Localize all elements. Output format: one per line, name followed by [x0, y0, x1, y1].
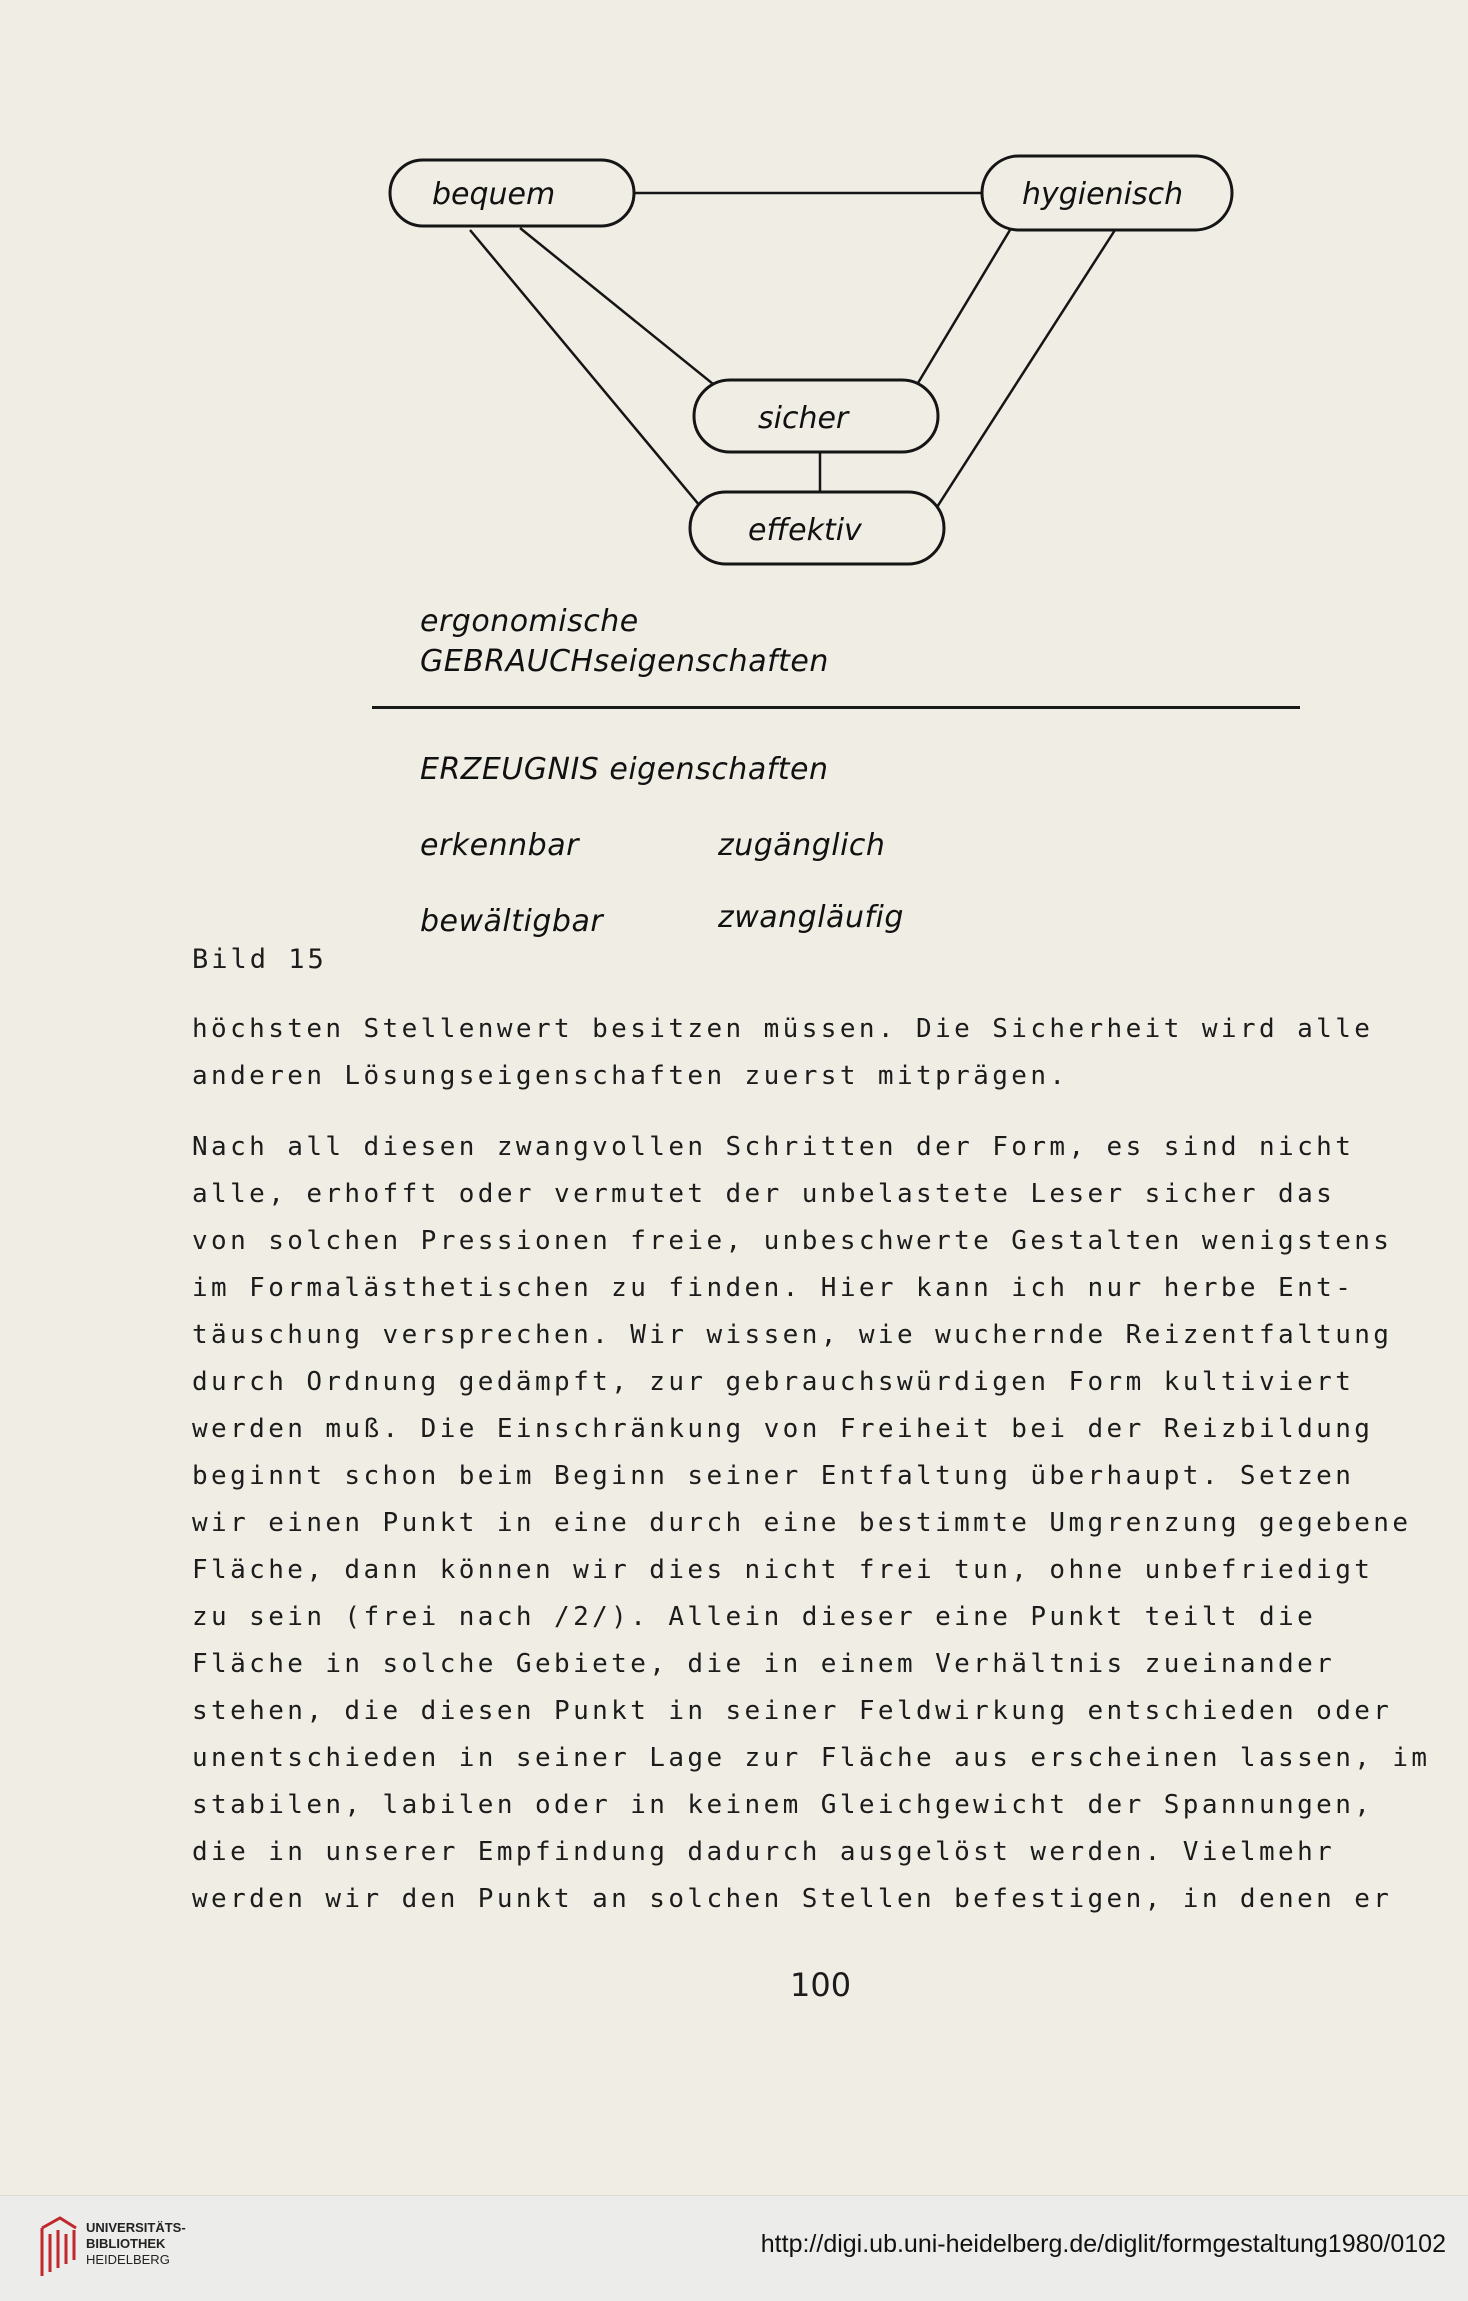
- property-zugaenglich: zugänglich: [718, 828, 886, 863]
- text-line: werden wir den Punkt an solchen Stellen befestigen, in denen er: [192, 1884, 1393, 1914]
- edge-hygienisch-sicher: [915, 230, 1010, 388]
- label-gebrauchseigenschaften: GEBRAUCHseigenschaften: [420, 644, 829, 679]
- svg-text:bequem: bequem: [432, 177, 556, 212]
- library-name-line: BIBLIOTHEK: [86, 2236, 166, 2251]
- divider-line: [372, 706, 1300, 709]
- node-effektiv: [690, 492, 944, 564]
- node-sicher: [694, 380, 938, 452]
- text-line: anderen Lösungseigenschaften zuerst mitprägen.: [192, 1061, 1069, 1091]
- text-line: unentschieden in seiner Lage zur Fläche aus erscheinen lassen, im: [192, 1743, 1431, 1773]
- node-hygienisch: [982, 156, 1232, 230]
- library-logo-icon: [36, 2214, 80, 2280]
- edge-hygienisch-effektiv: [930, 230, 1115, 518]
- text-line: von solchen Pressionen freie, unbeschwerte Gestalten wenigstens: [192, 1226, 1393, 1256]
- node-bequem: [390, 160, 634, 226]
- svg-text:hygienisch: hygienisch: [1022, 177, 1184, 212]
- text-line: beginnt schon beim Beginn seiner Entfaltung überhaupt. Setzen: [192, 1461, 1355, 1491]
- edge-bequem-effektiv: [470, 230, 710, 518]
- library-name-line: HEIDELBERG: [86, 2252, 170, 2267]
- paragraph-2: [192, 1124, 1452, 1923]
- text-line: täuschung versprechen. Wir wissen, wie wuchernde Reizentfaltung: [192, 1320, 1393, 1350]
- text-line: Fläche, dann können wir dies nicht frei tun, ohne unbefriedigt: [192, 1555, 1374, 1585]
- label-ergonomische: ergonomische: [420, 604, 639, 639]
- text-line: durch Ordnung gedämpft, zur gebrauchswürdigen Form kultiviert: [192, 1367, 1355, 1397]
- footer-bar: [0, 2195, 1468, 2301]
- text-line: zu sein (frei nach /2/). Allein dieser eine Punkt teilt die: [192, 1602, 1317, 1632]
- property-bewaeltigbar: bewältigbar: [420, 904, 604, 939]
- page-number: 100: [790, 1966, 852, 2004]
- body-text: [192, 1006, 1452, 1923]
- svg-text:effektiv: effektiv: [748, 513, 862, 548]
- text-line: Fläche in solche Gebiete, die in einem Verhältnis zueinander: [192, 1649, 1336, 1679]
- svg-text:sicher: sicher: [758, 401, 849, 436]
- text-line: Nach all diesen zwangvollen Schritten der Form, es sind nicht: [192, 1132, 1355, 1162]
- library-name: [86, 2220, 186, 2268]
- figure-caption: Bild 15: [192, 944, 327, 975]
- source-url-link[interactable]: http://digi.ub.uni-heidelberg.de/diglit/formgestaltung1980/0102: [760, 2230, 1446, 2258]
- text-line: alle, erhofft oder vermutet der unbelastete Leser sicher das: [192, 1179, 1336, 1209]
- text-line: wir einen Punkt in eine durch eine bestimmte Umgrenzung gegebene: [192, 1508, 1412, 1538]
- text-line: werden muß. Die Einschränkung von Freiheit bei der Reizbildung: [192, 1414, 1374, 1444]
- text-line: stabilen, labilen oder in keinem Gleichgewicht der Spannungen,: [192, 1790, 1374, 1820]
- library-name-line: UNIVERSITÄTS-: [86, 2220, 186, 2235]
- label-erzeugniseigenschaften: ERZEUGNIS eigenschaften: [420, 752, 829, 787]
- ergonomic-properties-diagram: [370, 140, 1250, 580]
- text-line: die in unserer Empfindung dadurch ausgelöst werden. Vielmehr: [192, 1837, 1336, 1867]
- text-line: stehen, die diesen Punkt in seiner Feldwirkung entschieden oder: [192, 1696, 1393, 1726]
- property-zwanglaeufig: zwangläufig: [718, 900, 904, 935]
- text-line: im Formalästhetischen zu finden. Hier kann ich nur herbe Ent-: [192, 1273, 1355, 1303]
- property-erkennbar: erkennbar: [420, 828, 579, 863]
- edge-bequem-sicher: [520, 228, 718, 388]
- text-line: höchsten Stellenwert besitzen müssen. Die Sicherheit wird alle: [192, 1014, 1374, 1044]
- paragraph-1: [192, 1006, 1452, 1100]
